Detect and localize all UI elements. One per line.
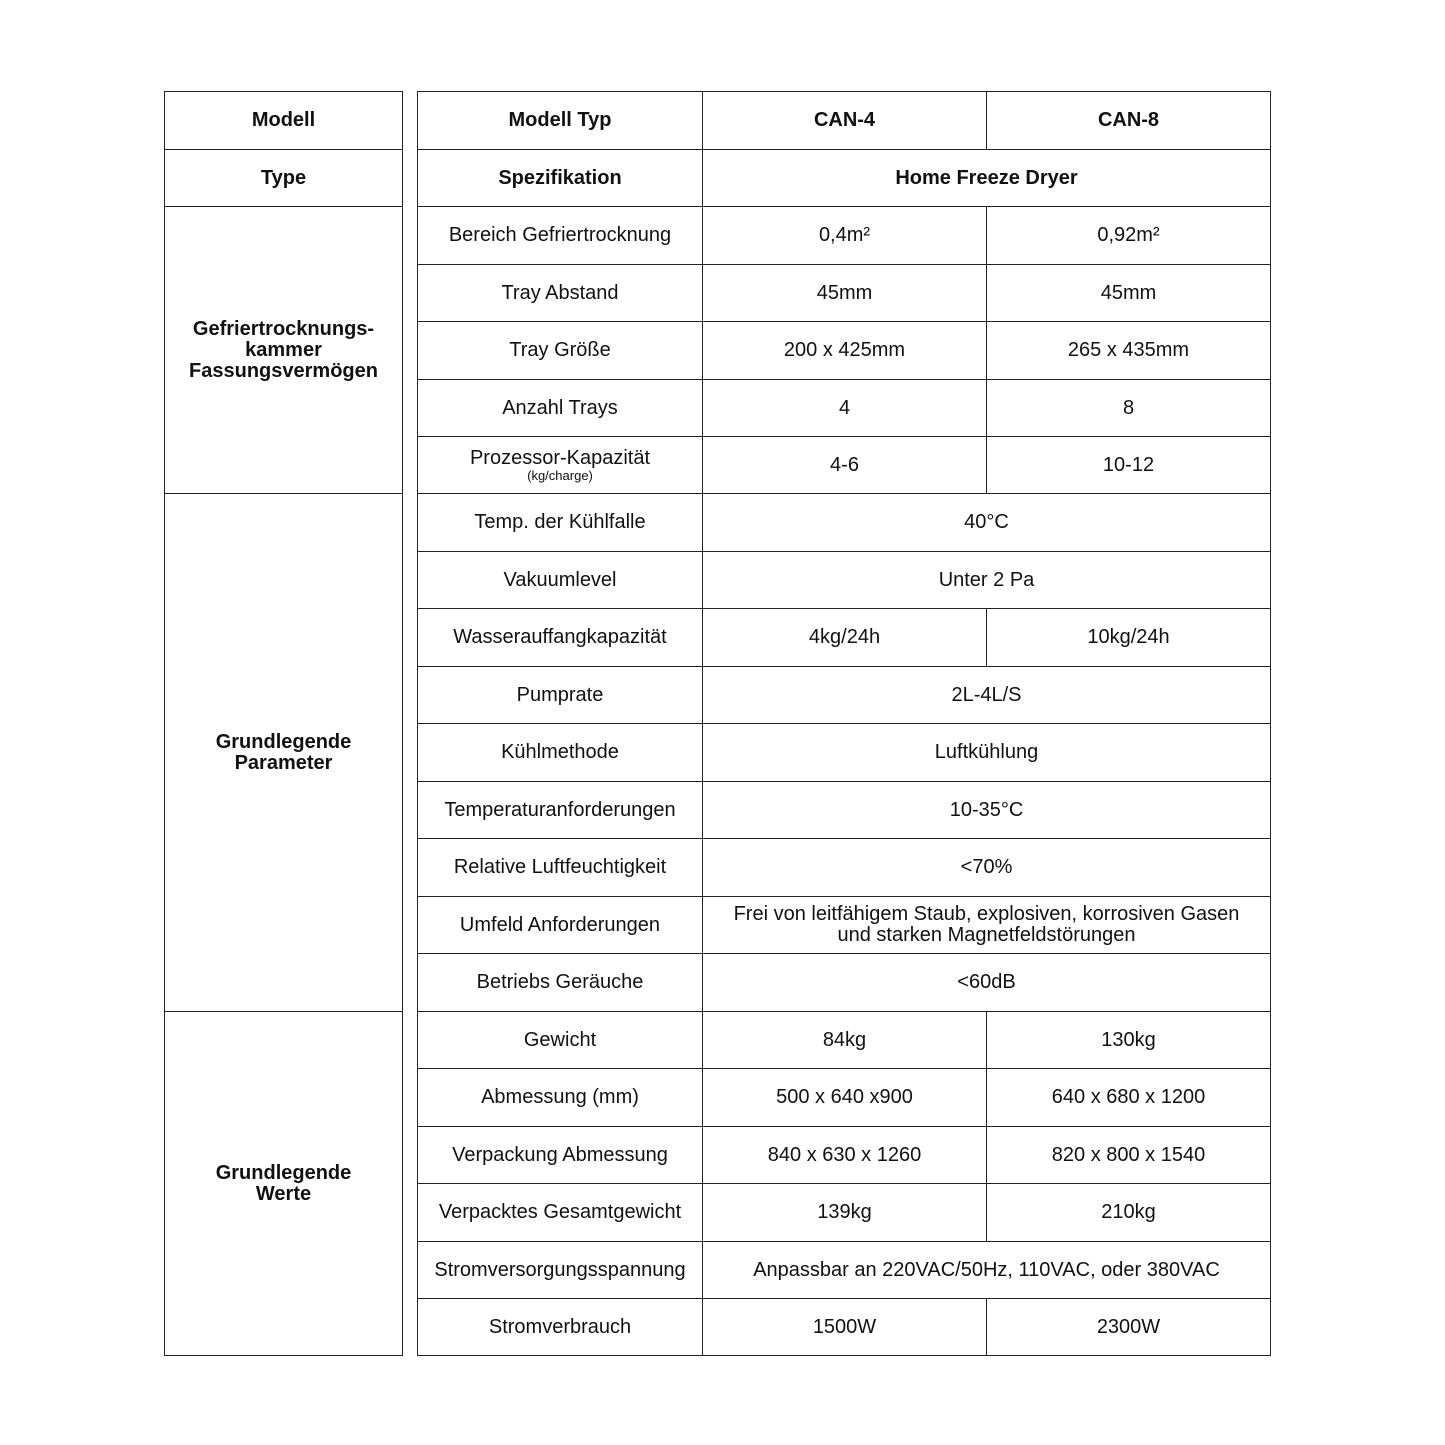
row-label: Pumprate (418, 667, 703, 724)
row-label: Tray Größe (418, 322, 703, 380)
table-row (418, 437, 1271, 494)
row-label: Kühlmethode (418, 724, 703, 782)
model-can4-header: CAN-4 (703, 92, 987, 150)
group-parameters (165, 494, 403, 1012)
row-label: Tray Abstand (418, 265, 703, 322)
spezifikation-header: Spezifikation (418, 150, 703, 207)
row-value-can4: 4-6 (703, 437, 987, 494)
row-value-can4: 4 (703, 380, 987, 437)
row-label-main: Prozessor-Kapazität (469, 446, 651, 469)
group-values-line: Werte (255, 1182, 312, 1205)
row-value-shared: 40°C (703, 494, 1271, 552)
row-value-can8: 2300W (987, 1299, 1271, 1356)
table-row (418, 322, 1271, 380)
row-value-shared: 10-35°C (703, 782, 1271, 839)
row-value-can4: 840 x 630 x 1260 (703, 1127, 987, 1184)
table-row (418, 782, 1271, 839)
table-row (418, 1127, 1271, 1184)
type-header: Type (165, 150, 403, 207)
table-row (418, 667, 1271, 724)
table-row (418, 265, 1271, 322)
row-value-can8: 10-12 (987, 437, 1271, 494)
row-label: Gewicht (418, 1012, 703, 1069)
row-label (418, 437, 703, 494)
row-value-can8: 820 x 800 x 1540 (987, 1127, 1271, 1184)
row-value-can8: 130kg (987, 1012, 1271, 1069)
row-label: Temperaturanforderungen (418, 782, 703, 839)
row-value-shared: <60dB (703, 954, 1271, 1012)
spec-table (417, 91, 1271, 1356)
group-values (165, 1012, 403, 1356)
row-value-can4: 0,4m² (703, 207, 987, 265)
table-row (418, 954, 1271, 1012)
table-row (418, 380, 1271, 437)
row-value-can8: 210kg (987, 1184, 1271, 1242)
row-label-unit: (kg/charge) (527, 467, 593, 483)
row-value-shared: Anpassbar an 220VAC/50Hz, 110VAC, oder 380VAC (703, 1242, 1271, 1299)
group-capacity-line: Gefriertrocknungs- (192, 317, 375, 340)
row-label: Verpackung Abmessung (418, 1127, 703, 1184)
row-label: Stromverbrauch (418, 1299, 703, 1356)
row-value-line: und starken Magnetfeldstörungen (837, 924, 1136, 946)
row-label: Relative Luftfeuchtigkeit (418, 839, 703, 897)
table-row (418, 1299, 1271, 1356)
row-label: Vakuumlevel (418, 552, 703, 609)
table-row (418, 1184, 1271, 1242)
row-label: Betriebs Geräuche (418, 954, 703, 1012)
row-label: Temp. der Kühlfalle (418, 494, 703, 552)
row-value-can4: 4kg/24h (703, 609, 987, 667)
table-row (418, 207, 1271, 265)
row-value-line: Frei von leitfähigem Staub, explosiven, korrosiven Gasen (733, 903, 1240, 925)
table-row (418, 839, 1271, 897)
row-label: Stromversorgungsspannung (418, 1242, 703, 1299)
row-value-can4: 500 x 640 x900 (703, 1069, 987, 1127)
modell-typ-header: Modell Typ (418, 92, 703, 150)
row-label: Abmessung (mm) (418, 1069, 703, 1127)
row-value-can4: 1500W (703, 1299, 987, 1356)
header-row (418, 92, 1271, 150)
row-value-can4: 84kg (703, 1012, 987, 1069)
row-value-shared: Unter 2 Pa (703, 552, 1271, 609)
category-table (164, 91, 403, 1356)
row-value-shared: 2L-4L/S (703, 667, 1271, 724)
row-value-can4: 139kg (703, 1184, 987, 1242)
group-capacity-line: kammer (245, 338, 322, 361)
row-value-can4: 200 x 425mm (703, 322, 987, 380)
row-value-shared (703, 897, 1271, 954)
table-row (418, 609, 1271, 667)
row-value-can8: 640 x 680 x 1200 (987, 1069, 1271, 1127)
group-values-line: Grundlegende (215, 1161, 352, 1184)
model-can8-header: CAN-8 (987, 92, 1271, 150)
row-value-shared: Luftkühlung (703, 724, 1271, 782)
table-row (418, 1012, 1271, 1069)
table-row (418, 494, 1271, 552)
row-value-can8: 8 (987, 380, 1271, 437)
row-label: Verpacktes Gesamtgewicht (418, 1184, 703, 1242)
table-row (418, 1069, 1271, 1127)
modell-header: Modell (165, 92, 403, 150)
row-value-can8: 0,92m² (987, 207, 1271, 265)
spec-row (418, 150, 1271, 207)
row-value-can4: 45mm (703, 265, 987, 322)
group-capacity (165, 207, 403, 494)
row-label: Anzahl Trays (418, 380, 703, 437)
row-label: Wasserauffangkapazität (418, 609, 703, 667)
row-value-can8: 45mm (987, 265, 1271, 322)
row-value-can8: 265 x 435mm (987, 322, 1271, 380)
table-row (418, 1242, 1271, 1299)
table-row (418, 724, 1271, 782)
row-label: Bereich Gefriertrocknung (418, 207, 703, 265)
group-parameters-line: Parameter (234, 751, 333, 774)
row-label: Umfeld Anforderungen (418, 897, 703, 954)
group-capacity-line: Fassungsvermögen (189, 359, 378, 382)
row-value-can8: 10kg/24h (987, 609, 1271, 667)
table-row (418, 897, 1271, 954)
spec-value: Home Freeze Dryer (703, 150, 1271, 207)
group-parameters-line: Grundlegende (215, 730, 352, 753)
table-row (418, 552, 1271, 609)
row-value-shared: <70% (703, 839, 1271, 897)
